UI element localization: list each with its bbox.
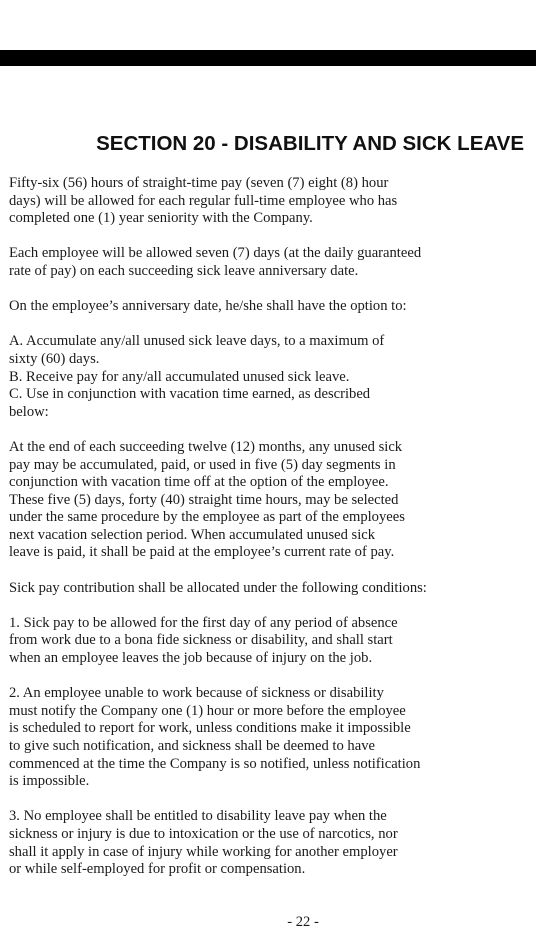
paragraph-gap xyxy=(9,791,529,809)
text-line: pay may be accumulated, paid, or used in five (5) day segments in xyxy=(9,456,396,473)
paragraph-gap xyxy=(9,562,529,580)
paragraph-gap xyxy=(9,668,529,686)
paragraph-gap xyxy=(9,228,529,246)
paragraph xyxy=(9,175,529,228)
text-line: shall it apply in case of injury while working for another employer xyxy=(9,843,398,860)
text-line: C. Use in conjunction with vacation time earned, as described xyxy=(9,386,371,403)
text-line: At the end of each succeeding twelve (12) months, any unused sick xyxy=(9,438,403,455)
text-line: 2. An employee unable to work because of sickness or disability xyxy=(9,685,384,702)
paragraph xyxy=(9,333,529,421)
paragraph xyxy=(9,808,529,878)
text-line: to give such notification, and sickness shall be deemed to have xyxy=(9,738,375,754)
text-line: On the employee’s anniversary date, he/she shall have the option to: xyxy=(9,298,407,315)
text-line: A. Accumulate any/all unused sick leave days, to a maximum of xyxy=(9,333,385,350)
text-line: sickness or injury is due to intoxication or the use of narcotics, nor xyxy=(9,825,398,842)
section-title: SECTION 20 - DISABILITY AND SICK LEAVE xyxy=(96,132,524,155)
text-line: next vacation selection period. When accumulated unused sick xyxy=(9,526,376,543)
paragraph xyxy=(9,615,529,668)
text-line: from work due to a bona fide sickness or disability, and shall start xyxy=(9,632,393,649)
text-line: under the same procedure by the employee as part of the employees xyxy=(9,509,405,526)
text-line: conjunction with vacation time off at the option of the employee. xyxy=(9,474,389,491)
text-line: B. Receive pay for any/all accumulated unused sick leave. xyxy=(9,368,350,385)
paragraph-gap xyxy=(9,597,529,615)
paragraph-gap xyxy=(9,281,529,299)
paragraph xyxy=(9,245,529,280)
text-line: below: xyxy=(9,403,49,420)
text-line: is impossible. xyxy=(9,773,90,790)
text-line: completed one (1) year seniority with the Company. xyxy=(9,210,313,227)
top-black-bar xyxy=(0,50,536,66)
paragraph-gap xyxy=(9,316,529,334)
text-line: Fifty-six (56) hours of straight-time pay (seven (7) eight (8) hour xyxy=(9,175,389,191)
text-line: must notify the Company one (1) hour or more before the employee xyxy=(9,702,406,719)
text-line: days) will be allowed for each regular full-time employee who has xyxy=(9,192,398,209)
paragraph-gap xyxy=(9,421,529,439)
text-line: commenced at the time the Company is so notified, unless notification xyxy=(9,755,421,772)
text-line: rate of pay) on each succeeding sick leave anniversary date. xyxy=(9,262,359,279)
text-line: leave is paid, it shall be paid at the employee’s current rate of pay. xyxy=(9,544,395,561)
paragraph xyxy=(9,580,529,598)
text-line: or while self-employed for profit or compensation. xyxy=(9,861,306,878)
text-line: 1. Sick pay to be allowed for the first day of any period of absence xyxy=(9,614,398,631)
text-line: when an employee leaves the job because of injury on the job. xyxy=(9,650,373,667)
paragraph xyxy=(9,439,529,562)
paragraph xyxy=(9,298,529,316)
text-line: 3. No employee shall be entitled to disability leave pay when the xyxy=(9,808,387,825)
text-line: Sick pay contribution shall be allocated under the following conditions: xyxy=(9,579,427,596)
paragraph xyxy=(9,685,529,791)
text-line: Each employee will be allowed seven (7) days (at the daily guaranteed xyxy=(9,245,422,262)
text-line: is scheduled to report for work, unless conditions make it impossible xyxy=(9,720,411,737)
section-body xyxy=(9,175,529,879)
page-number: - 22 - xyxy=(287,914,319,930)
text-line: sixty (60) days. xyxy=(9,350,100,367)
text-line: These five (5) days, forty (40) straight time hours, may be selected xyxy=(9,491,399,508)
